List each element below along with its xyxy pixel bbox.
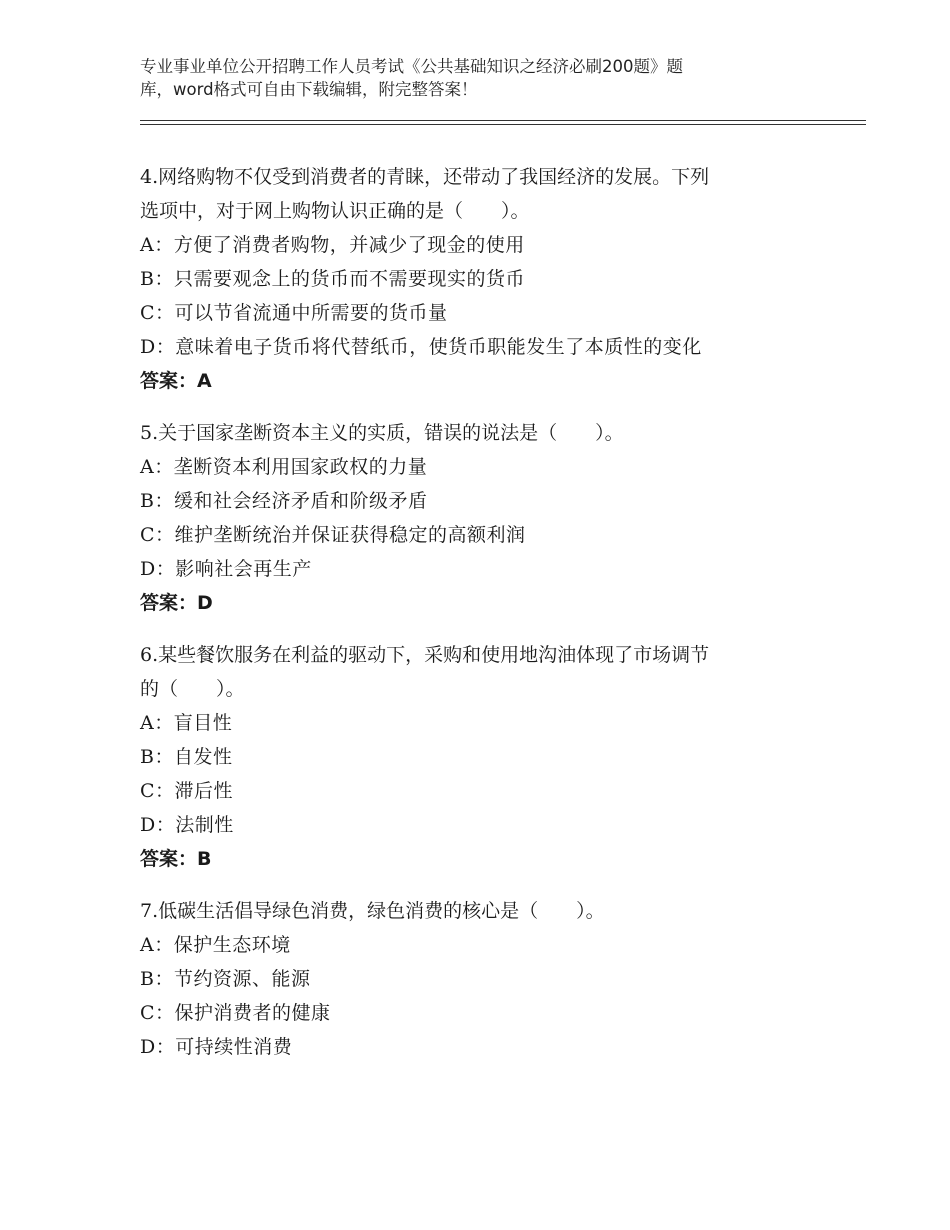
answer-label: 答案：D — [140, 592, 213, 614]
header-double-rule — [140, 120, 866, 125]
option-c: C：保护消费者的健康 — [140, 1002, 331, 1024]
option-d: D：法制性 — [140, 814, 234, 836]
question-stem: 6.某些餐饮服务在利益的驱动下，采购和使用地沟油体现了市场调节 — [140, 644, 710, 666]
option-a: A：保护生态环境 — [140, 934, 291, 956]
question-list — [140, 160, 830, 1082]
question-6 — [140, 638, 830, 876]
question-stem: 7.低碳生活倡导绿色消费，绿色消费的核心是（ ）。 — [140, 900, 605, 922]
option-c: C：可以节省流通中所需要的货币量 — [140, 302, 448, 324]
question-stem: 的（ ）。 — [140, 678, 245, 700]
option-a: A：垄断资本利用国家政权的力量 — [140, 456, 428, 478]
answer-label: 答案：B — [140, 848, 212, 870]
option-d: D：可持续性消费 — [140, 1036, 293, 1058]
option-c: C：滞后性 — [140, 780, 234, 802]
option-d: D：影响社会再生产 — [140, 558, 312, 580]
question-4 — [140, 160, 830, 398]
document-header — [140, 55, 780, 101]
option-c: C：维护垄断统治并保证获得稳定的高额利润 — [140, 524, 526, 546]
option-b: B：只需要观念上的货币而不需要现实的货币 — [140, 268, 525, 290]
option-b: B：缓和社会经济矛盾和阶级矛盾 — [140, 490, 428, 512]
option-b: B：节约资源、能源 — [140, 968, 311, 990]
option-a: A：盲目性 — [140, 712, 233, 734]
option-b: B：自发性 — [140, 746, 233, 768]
question-7 — [140, 894, 830, 1064]
header-title-line-2: 库，word格式可自由下载编辑，附完整答案！ — [140, 80, 478, 99]
option-a: A：方便了消费者购物，并减少了现金的使用 — [140, 234, 525, 256]
question-stem: 4.网络购物不仅受到消费者的青睐，还带动了我国经济的发展。下列 — [140, 166, 710, 188]
option-d: D：意味着电子货币将代替纸币，使货币职能发生了本质性的变化 — [140, 336, 702, 358]
header-title-line-1: 专业事业单位公开招聘工作人员考试《公共基础知识之经济必刷200题》题 — [140, 57, 683, 76]
question-stem: 选项中，对于网上购物认识正确的是（ ）。 — [140, 200, 530, 222]
answer-label: 答案：A — [140, 370, 212, 392]
question-5 — [140, 416, 830, 620]
question-stem: 5.关于国家垄断资本主义的实质，错误的说法是（ ）。 — [140, 422, 624, 444]
